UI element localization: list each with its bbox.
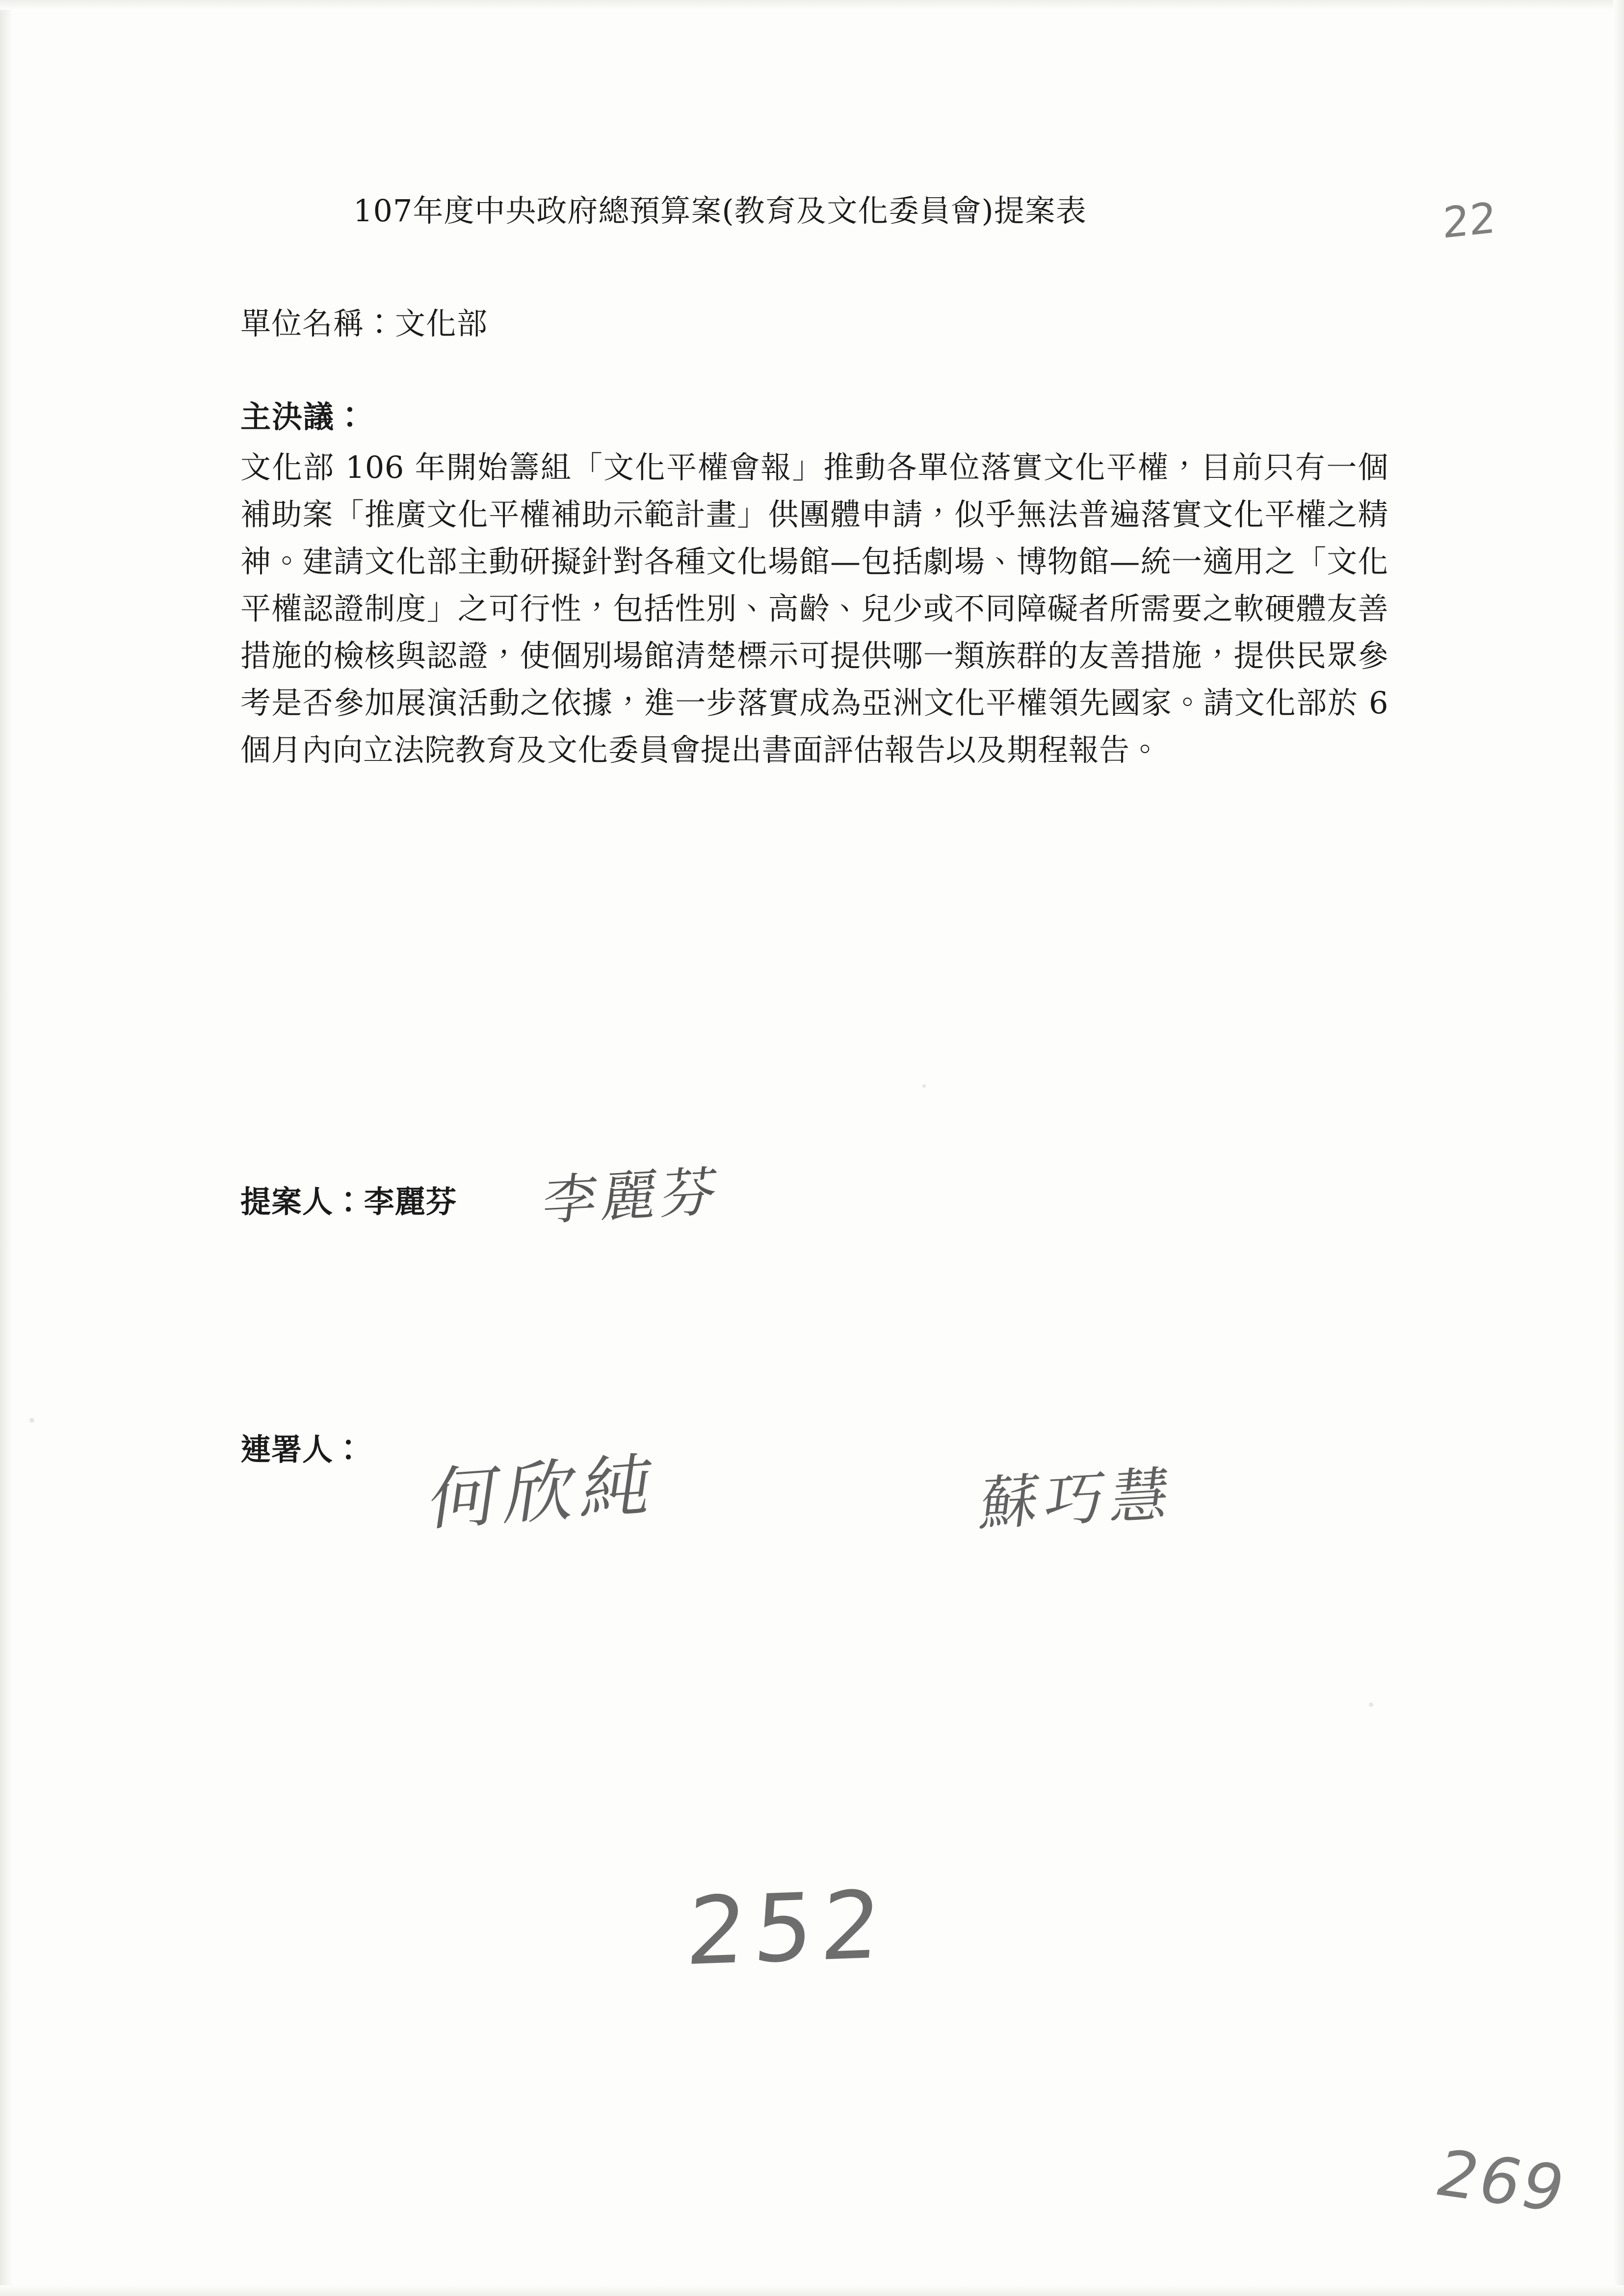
cosigner-signature-1: 何欣純: [423, 1445, 665, 1540]
scan-speck: [922, 1084, 926, 1088]
proposer-label: 提案人：李麗芬: [240, 1184, 457, 1220]
cosigner-signature-2: 蘇巧慧: [975, 1460, 1180, 1539]
unit-name-field: 單位名稱：文化部: [240, 306, 488, 341]
handwritten-top-right-mark: 22: [1442, 193, 1496, 248]
page-title: 107年度中央政府總預算案(教育及文化委員會)提案表: [353, 193, 1087, 229]
handwritten-corner-page-number: 269: [1428, 2136, 1575, 2226]
resolution-label: 主決議：: [240, 399, 367, 435]
handwritten-center-page-number: 252: [683, 1870, 892, 1986]
cosigner-label: 連署人：: [240, 1432, 365, 1467]
scan-speck: [29, 1418, 34, 1423]
scan-speck: [1369, 1702, 1373, 1707]
resolution-body-text: 文化部 106 年開始籌組「文化平權會報」推動各單位落實文化平權，目前只有一個補助案「推廣文化平權補助示範計畫」供團體申請，似乎無法普遍落實文化平權之精神。建請文化部主動研擬針對各種文化場館—包括劇場、博物館—統一適用之「文化平權認證制度」之可行性，包括性別、高齡、兒少或不同障礙者所需要之軟硬體友善措施的檢核與認證，使個別場館清楚標示可提供哪一類族群的友善措施，提供民眾參考是否參加展演活動之依據，進一步落實成為亞洲文化平權領先國家。請文化部於 6 個月內向立法院教育及文化委員會提出書面評估報告以及期程報告。: [240, 449, 1388, 768]
proposer-signature: 李麗芬: [539, 1160, 726, 1232]
